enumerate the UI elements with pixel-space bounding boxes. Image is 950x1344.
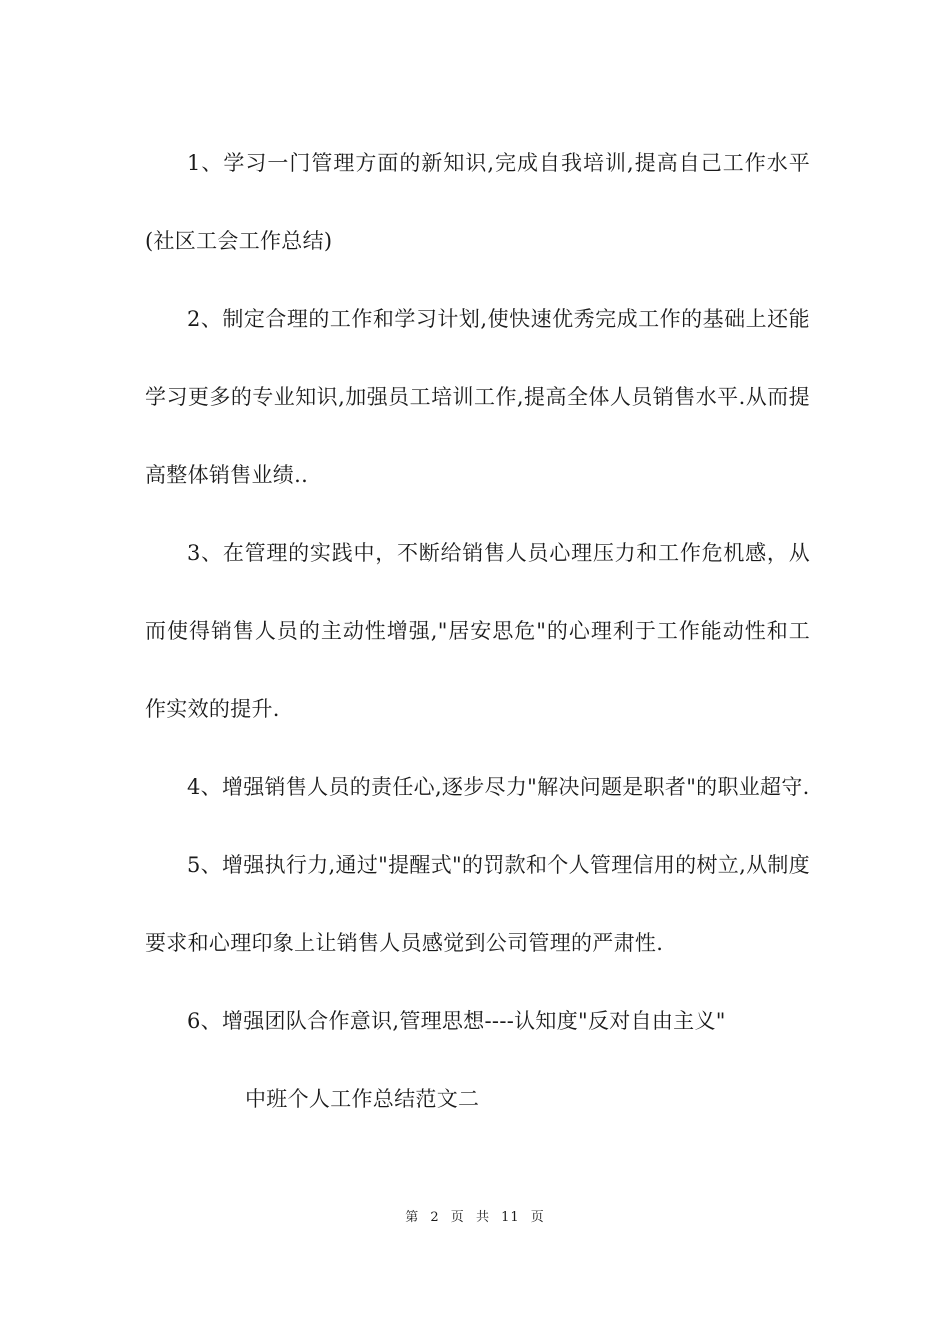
paragraph-3: 3、在管理的实践中，不断给销售人员心理压力和工作危机感，从而使得销售人员的主动性增强,"居安思危"的心理利于工作能动性和工作实效的提升. xyxy=(145,541,810,721)
section-heading: 中班个人工作总结范文二 xyxy=(245,1087,480,1111)
document-body xyxy=(145,124,810,1138)
paragraph-1: 1、学习一门管理方面的新知识,完成自我培训,提高自己工作水平(社区工会工作总结) xyxy=(145,151,810,253)
paragraph-2: 2、制定合理的工作和学习计划,使快速优秀完成工作的基础上还能学习更多的专业知识,加强员工培训工作,提高全体人员销售水平.从而提高整体销售业绩.. xyxy=(145,307,810,487)
footer-total-word: 共 xyxy=(475,1210,490,1225)
paragraph-5: 5、增强执行力,通过"提醒式"的罚款和个人管理信用的树立,从制度要求和心理印象上让销售人员感觉到公司管理的严肃性. xyxy=(145,853,810,955)
footer-total-pages: 11 xyxy=(501,1210,520,1225)
paragraph-6: 6、增强团队合作意识,管理思想----认知度"反对自由主义" xyxy=(187,1009,726,1033)
footer-page-word: 页 xyxy=(450,1210,465,1225)
footer-suffix: 页 xyxy=(530,1210,545,1225)
paragraph-4: 4、增强销售人员的责任心,逐步尽力"解决问题是职者"的职业超守. xyxy=(187,775,810,799)
page-footer xyxy=(0,1206,950,1225)
footer-current-page: 2 xyxy=(430,1210,440,1225)
footer-prefix: 第 xyxy=(405,1210,420,1225)
